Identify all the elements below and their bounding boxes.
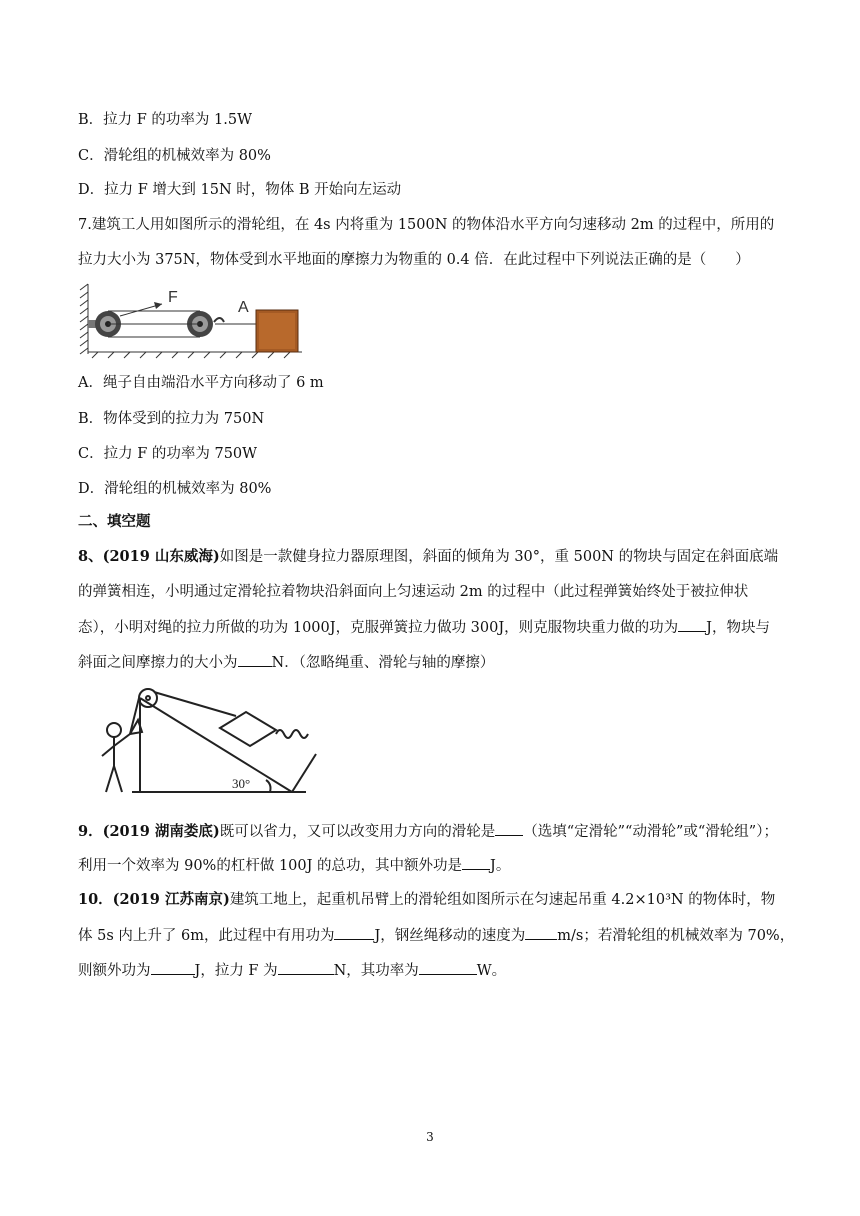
q7-option-c: C．拉力 F 的功率为 750W [78, 446, 258, 462]
q10-text3c: N，其功率为 [333, 963, 419, 979]
q10-text3b: J，拉力 F 为 [194, 963, 278, 979]
q7-stem-line2: 拉力大小为 375N，物体受到水平地面的摩擦力为物重的 0.4 倍．在此过程中下列说法正确的是（ ） [78, 252, 750, 268]
q8-tag: 8、(2019 山东威海) [78, 548, 220, 565]
q8-line1 [78, 547, 778, 567]
q10-blank-1[interactable] [334, 925, 374, 940]
q9-text2a: 利用一个效率为 90%的杠杆做 100J 的总功，其中额外功是 [78, 858, 463, 874]
q10-line2 [78, 925, 794, 946]
q10-blank-2[interactable] [525, 925, 557, 940]
q7-pulley-figure [78, 282, 306, 362]
q10-text3d: W。 [476, 963, 507, 979]
q8-incline-figure [92, 684, 332, 802]
q9-blank-1[interactable] [495, 821, 523, 836]
q9-text1b: （选填“定滑轮”“动滑轮”或“滑轮组”）； [523, 824, 778, 840]
q8-text4a: 斜面之间摩擦力的大小为 [78, 655, 238, 671]
q6-option-b: B．拉力 F 的功率为 1.5W [78, 112, 253, 128]
q9-line1 [78, 821, 778, 842]
q6-option-c: C．滑轮组的机械效率为 80% [78, 148, 271, 164]
wall-hatch [80, 284, 88, 354]
q9-blank-2[interactable] [462, 855, 490, 870]
page-number: 3 [426, 1130, 434, 1144]
q7-option-b: B．物体受到的拉力为 750N [78, 411, 265, 427]
q9-text1a: 既可以省力，又可以改变用力方向的滑轮是 [219, 824, 496, 840]
q8-text3a: 态），小明对绳的拉力所做的功为 1000J，克服弹簧拉力做功 300J，则克服物块重力做的功为 [78, 620, 679, 636]
q8-text1: 如图是一款健身拉力器原理图，斜面的倾角为 30°，重 500N 的物块与固定在斜面底端 [219, 549, 779, 565]
angle-label: 30° [232, 776, 251, 791]
label-f: F [168, 289, 178, 306]
q10-blank-3[interactable] [151, 960, 195, 975]
q8-blank-1[interactable] [678, 617, 706, 632]
q8-text4b: N．（忽略绳重、滑轮与轴的摩擦） [271, 655, 495, 671]
q8-text3b: J，物块与 [706, 620, 770, 636]
ground-hatch [88, 352, 302, 358]
q7-stem-line1: 7.建筑工人用如图所示的滑轮组，在 4s 内将重为 1500N 的物体沿水平方向匀速移动 2m 的过程中，所用的 [78, 217, 775, 233]
q10-text1: 建筑工地上，起重机吊臂上的滑轮组如图所示在匀速起吊重 4.2×10³N 的物体时，物 [229, 892, 776, 908]
q10-text2c: m/s；若滑轮组的机械效率为 70%， [557, 928, 795, 944]
q8-line2: 的弹簧相连，小明通过定滑轮拉着物块沿斜面向上匀速运动 2m 的过程中（此过程弹簧始终处于被拉伸状 [78, 584, 749, 600]
q9-line2 [78, 855, 510, 876]
q10-text3a: 则额外功为 [78, 963, 151, 979]
q10-blank-4[interactable] [278, 960, 334, 975]
q8-line4 [78, 652, 494, 673]
q10-text2a: 体 5s 内上升了 6m，此过程中有用功为 [78, 928, 335, 944]
q8-line3 [78, 617, 770, 638]
q7-option-d: D．滑轮组的机械效率为 80% [78, 481, 272, 497]
section-title: 二、填空题 [78, 513, 151, 530]
q7-option-a: A．绳子自由端沿水平方向移动了 6 m [78, 375, 324, 391]
q9-tag: 9．(2019 湖南娄底) [78, 823, 220, 840]
q10-line1 [78, 890, 775, 910]
label-a: A [238, 299, 249, 316]
q8-blank-2[interactable] [238, 652, 272, 667]
q6-option-d: D．拉力 F 增大到 15N 时，物体 B 开始向左运动 [78, 182, 402, 198]
q10-tag: 10．(2019 江苏南京) [78, 891, 230, 908]
q10-blank-5[interactable] [419, 960, 477, 975]
q10-line3 [78, 960, 506, 981]
q10-text2b: J，钢丝绳移动的速度为 [374, 928, 526, 944]
q9-text2b: J。 [490, 858, 511, 874]
